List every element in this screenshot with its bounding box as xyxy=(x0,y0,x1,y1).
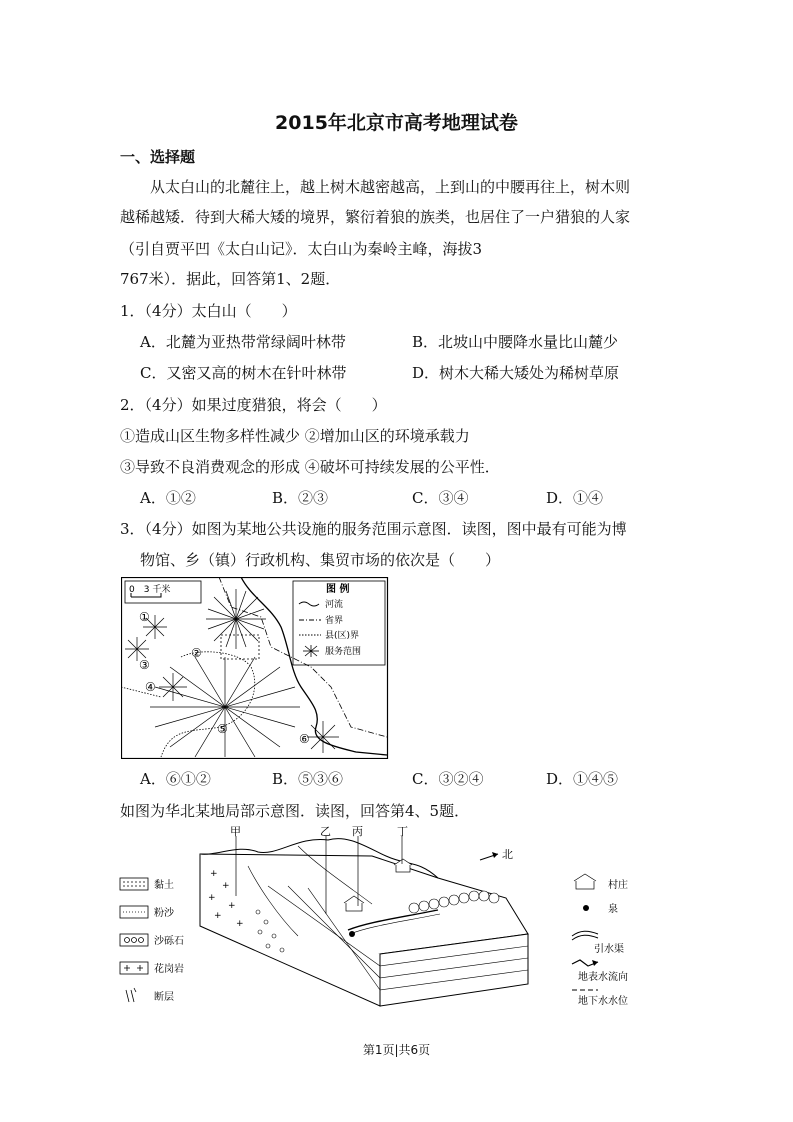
service-range-4 xyxy=(159,673,187,701)
legend-gravel: 沙砾石 xyxy=(154,936,184,947)
legend-title: 图 例 xyxy=(326,584,350,595)
legend-surface-flow: 地表水流向 xyxy=(578,972,628,983)
section-heading: 一、选择题 xyxy=(120,148,196,166)
legend-county-border: 县(区)界 xyxy=(325,631,360,641)
site-label-3: ③ xyxy=(139,658,150,672)
q2-stem: 2．（4分）如果过度猎狼，将会（ ） xyxy=(120,396,387,414)
legend-spring-icon xyxy=(583,905,589,911)
geologic-block-diagram xyxy=(118,826,644,1016)
site-label-4: ④ xyxy=(145,680,156,694)
legend-fault: 断层 xyxy=(154,992,174,1003)
service-range-map xyxy=(121,577,389,759)
site-label-5: ⑤ xyxy=(217,722,228,736)
north-label: 北 xyxy=(502,848,513,861)
q2-option-d: D．①④ xyxy=(546,489,604,507)
legend-service-icon xyxy=(303,645,319,657)
q3-option-a: A．⑥①② xyxy=(140,770,211,788)
legend-service-range: 服务范围 xyxy=(325,647,362,657)
q1-option-a: A．北麓为亚热带常绿阔叶林带 xyxy=(140,333,346,351)
q2-statement: ③导致不良消费观念的形成 ④破坏可持续发展的公平性． xyxy=(120,458,500,476)
legend-clay: 黏土 xyxy=(154,880,174,891)
q2-option-b: B．②③ xyxy=(272,489,329,507)
svg-text:+: + xyxy=(236,919,244,929)
q3-option-b: B．⑤③⑥ xyxy=(272,770,344,788)
left-legend xyxy=(120,878,148,1002)
svg-text:+: + xyxy=(222,881,230,891)
q2-option-c: C．③④ xyxy=(412,489,469,507)
q1-option-d: D．树木大稀大矮处为稀树草原 xyxy=(412,364,620,382)
legend-village: 村庄 xyxy=(608,880,628,891)
svg-text:+: + xyxy=(228,901,236,911)
site-label-6: ⑥ xyxy=(299,732,310,746)
q1-option-b: B．北坡山中腰降水量比山麓少 xyxy=(412,333,619,351)
q3-stem: 物馆、乡（镇）行政机构、集贸市场的依次是（ ） xyxy=(140,551,501,569)
q45-intro: 如图为华北某地局部示意图．读图，回答第4、5题． xyxy=(120,802,470,820)
q2-option-a: A．①② xyxy=(140,489,196,507)
passage-line: 767米）．据此，回答第1、2题． xyxy=(120,270,341,288)
svg-text:+: + xyxy=(208,893,216,903)
passage-line: （引自贾平凹《太白山记》．太白山为秦岭主峰，海拔3 xyxy=(120,240,483,258)
service-range-6 xyxy=(307,721,339,753)
q2-statement: ①造成山区生物多样性减少 ②增加山区的环境承载力 xyxy=(120,427,470,445)
service-range-2 xyxy=(206,589,266,649)
q1-stem: 1．（4分）太白山（ ） xyxy=(120,302,297,320)
point-yi: 乙 xyxy=(320,826,331,838)
page-title: 2015年北京市高考地理试卷 xyxy=(275,112,518,134)
q3-option-d: D．①④⑤ xyxy=(546,770,619,788)
passage-line: 从太白山的北麓往上，越上树木越密越高，上到山的中腰再往上，树木则 xyxy=(150,178,631,196)
legend-granite: 花岗岩 xyxy=(154,964,184,975)
svg-text:+: + xyxy=(210,869,218,879)
legend-canal: 引水渠 xyxy=(594,944,624,955)
spring-marker xyxy=(349,931,355,937)
point-ding: 丁 xyxy=(397,826,408,838)
q3-option-c: C．③②④ xyxy=(412,770,484,788)
legend-groundwater: 地下水水位 xyxy=(578,996,628,1007)
q1-option-c: C．又密又高的树木在针叶林带 xyxy=(140,364,347,382)
site-label-2: ② xyxy=(191,646,202,660)
svg-text:+: + xyxy=(214,911,222,921)
point-jia: 甲 xyxy=(230,826,241,838)
point-bing: 丙 xyxy=(352,826,363,838)
page-footer: 第1页|共6页 xyxy=(362,1043,431,1057)
legend-silt: 粉沙 xyxy=(154,908,174,919)
map-scale: 0 3 千米 xyxy=(129,585,171,595)
legend-spring: 泉 xyxy=(608,904,618,915)
legend-river: 河流 xyxy=(325,600,344,610)
passage-line: 越稀越矮．待到大稀大矮的境界，繁衍着狼的族类，也居住了一户猎狼的人家 xyxy=(120,208,631,226)
site-label-1: ① xyxy=(139,610,150,624)
legend-province-border: 省界 xyxy=(325,616,344,626)
q3-stem: 3．（4分）如图为某地公共设施的服务范围示意图．读图，图中最有可能为博 xyxy=(120,520,627,538)
